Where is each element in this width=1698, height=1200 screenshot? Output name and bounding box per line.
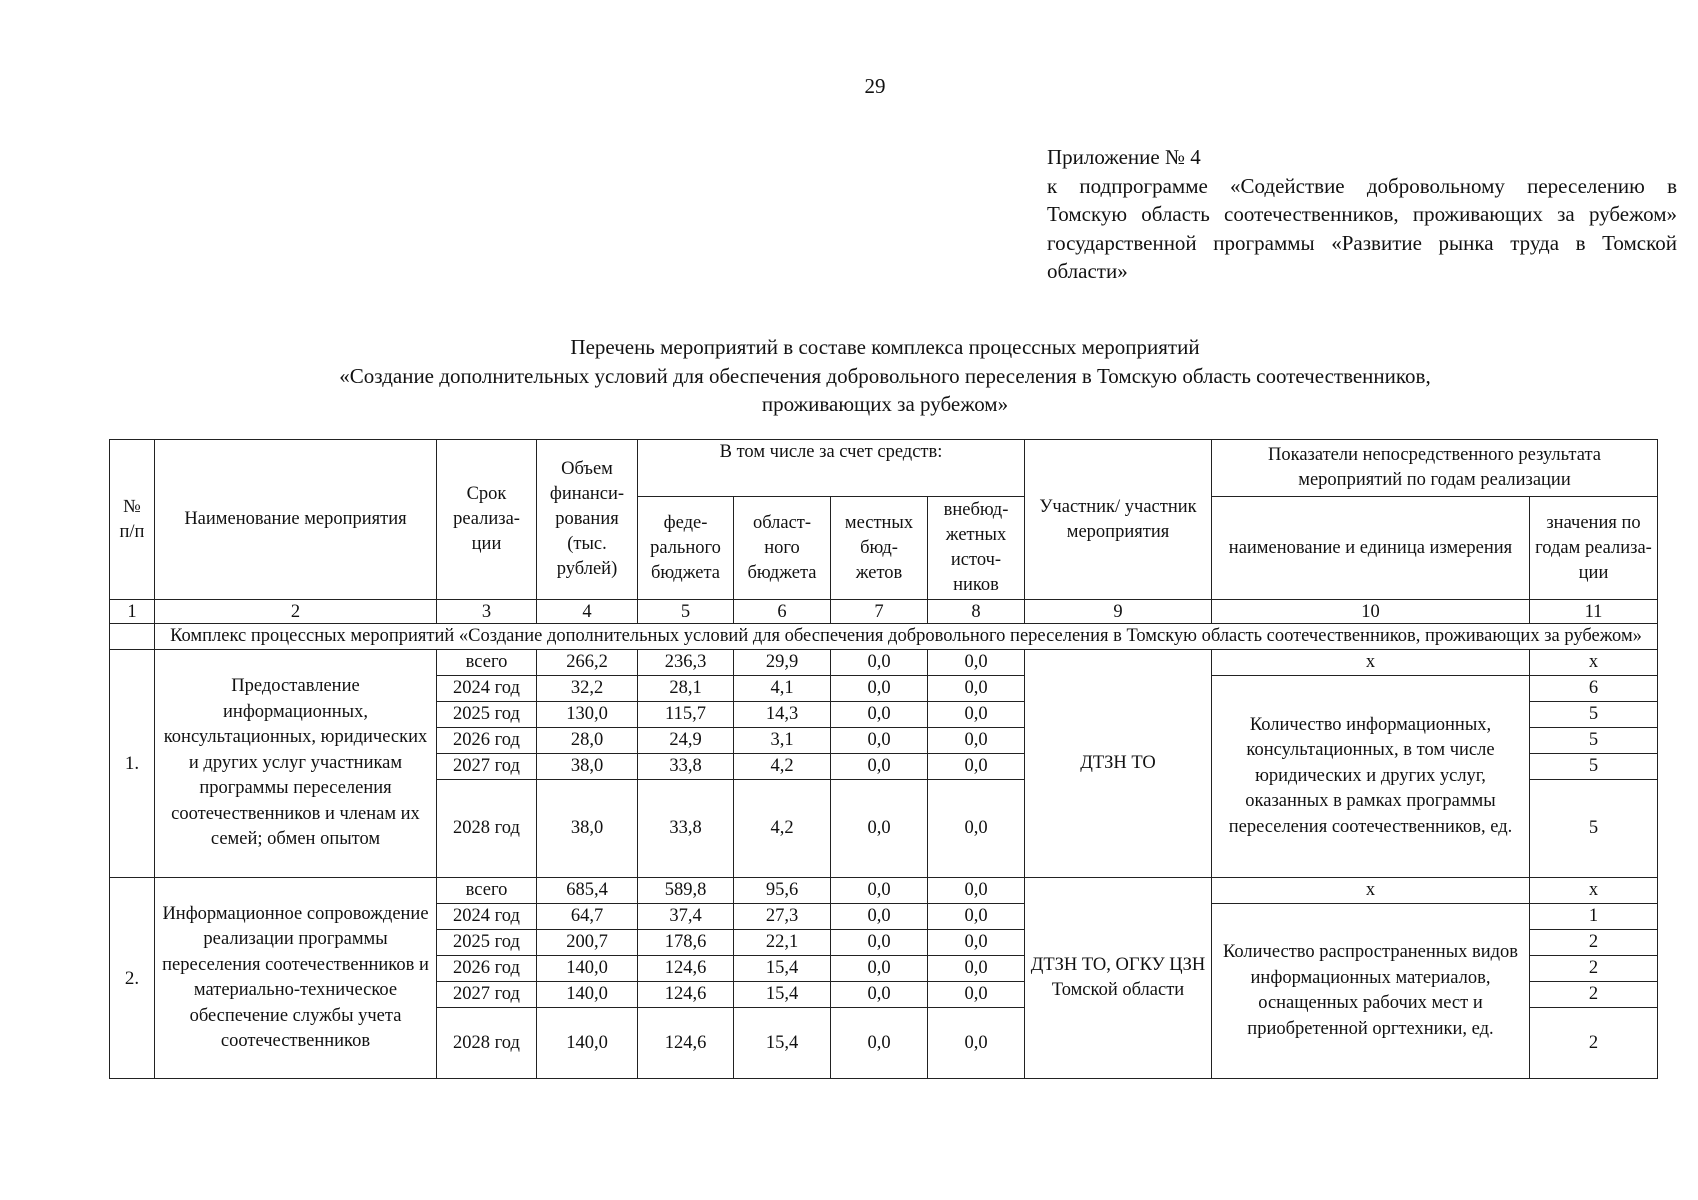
volume-cell: 64,7 bbox=[537, 904, 638, 930]
volume-cell: 32,2 bbox=[537, 676, 638, 702]
federal-cell: 236,3 bbox=[638, 650, 734, 676]
value-cell: 5 bbox=[1530, 780, 1658, 878]
column-number: 5 bbox=[638, 600, 734, 624]
indicator-total-cell: x bbox=[1212, 878, 1530, 904]
federal-cell: 33,8 bbox=[638, 754, 734, 780]
regional-cell: 15,4 bbox=[734, 982, 831, 1008]
regional-cell: 4,1 bbox=[734, 676, 831, 702]
federal-cell: 28,1 bbox=[638, 676, 734, 702]
header-indicator-values: значения по годам реализа- ции bbox=[1530, 497, 1658, 600]
extrabudget-cell: 0,0 bbox=[928, 650, 1025, 676]
term-cell: 2028 год bbox=[437, 1008, 537, 1079]
value-cell: 2 bbox=[1530, 982, 1658, 1008]
regional-cell: 3,1 bbox=[734, 728, 831, 754]
term-cell: 2028 год bbox=[437, 780, 537, 878]
value-cell: 5 bbox=[1530, 754, 1658, 780]
regional-cell: 15,4 bbox=[734, 956, 831, 982]
column-number: 9 bbox=[1025, 600, 1212, 624]
heading-line-2: «Создание дополнительных условий для обеспечения добровольного переселения в Томскую область соотечественников, bbox=[339, 363, 1431, 388]
extrabudget-cell: 0,0 bbox=[928, 904, 1025, 930]
measures-table bbox=[109, 439, 1658, 1079]
local-cell: 0,0 bbox=[831, 676, 928, 702]
volume-cell: 140,0 bbox=[537, 956, 638, 982]
extrabudget-cell: 0,0 bbox=[928, 780, 1025, 878]
regional-cell: 22,1 bbox=[734, 930, 831, 956]
complex-title: Комплекс процессных мероприятий «Создание дополнительных условий для обеспечения добровольного переселения в Томскую область соотечественников, проживающих за рубежом» bbox=[155, 624, 1658, 650]
header-no: № п/п bbox=[110, 440, 155, 600]
value-cell: x bbox=[1530, 650, 1658, 676]
term-cell: всего bbox=[437, 650, 537, 676]
extrabudget-cell: 0,0 bbox=[928, 878, 1025, 904]
regional-cell: 95,6 bbox=[734, 878, 831, 904]
document-heading bbox=[110, 333, 1660, 419]
header-sources-group: В том числе за счет средств: bbox=[638, 440, 1025, 497]
term-cell: 2026 год bbox=[437, 728, 537, 754]
value-cell: x bbox=[1530, 878, 1658, 904]
value-cell: 6 bbox=[1530, 676, 1658, 702]
appendix-text: к подпрограмме «Содействие добровольному переселению в Томскую область соотечественников, проживающих за рубежом» государственной программы «Развитие рынка труда в Томской области» bbox=[1047, 173, 1677, 283]
federal-cell: 178,6 bbox=[638, 930, 734, 956]
term-cell: 2025 год bbox=[437, 702, 537, 728]
measure-number: 1. bbox=[110, 650, 155, 878]
value-cell: 2 bbox=[1530, 956, 1658, 982]
measure-name: Предоставление информационных, консультационных, юридических и других услуг участникам программы переселения соотечественников и членам их семей; обмен опытом bbox=[155, 650, 437, 878]
measure-name: Информационное сопровождение реализации программы переселения соотечественников и материально-техническое обеспечение службы учета соотечественников bbox=[155, 878, 437, 1079]
regional-cell: 27,3 bbox=[734, 904, 831, 930]
volume-cell: 130,0 bbox=[537, 702, 638, 728]
participant-cell: ДТЗН ТО bbox=[1025, 650, 1212, 878]
header-regional: област- ного бюджета bbox=[734, 497, 831, 600]
term-cell: 2027 год bbox=[437, 982, 537, 1008]
heading-line-3: проживающих за рубежом» bbox=[761, 392, 1009, 416]
table-row bbox=[110, 878, 1658, 904]
heading-line-1: Перечень мероприятий в составе комплекса процессных мероприятий bbox=[570, 335, 1200, 359]
appendix-title: Приложение № 4 bbox=[1047, 145, 1201, 169]
federal-cell: 124,6 bbox=[638, 1008, 734, 1079]
term-cell: 2024 год bbox=[437, 904, 537, 930]
extrabudget-cell: 0,0 bbox=[928, 930, 1025, 956]
column-number: 2 bbox=[155, 600, 437, 624]
regional-cell: 4,2 bbox=[734, 754, 831, 780]
measure-number: 2. bbox=[110, 878, 155, 1079]
local-cell: 0,0 bbox=[831, 930, 928, 956]
federal-cell: 115,7 bbox=[638, 702, 734, 728]
header-federal: феде- рального бюджета bbox=[638, 497, 734, 600]
value-cell: 1 bbox=[1530, 904, 1658, 930]
term-cell: 2024 год bbox=[437, 676, 537, 702]
header-term: Срок реализа- ции bbox=[437, 440, 537, 600]
regional-cell: 4,2 bbox=[734, 780, 831, 878]
column-number: 1 bbox=[110, 600, 155, 624]
federal-cell: 589,8 bbox=[638, 878, 734, 904]
extrabudget-cell: 0,0 bbox=[928, 728, 1025, 754]
extrabudget-cell: 0,0 bbox=[928, 754, 1025, 780]
volume-cell: 685,4 bbox=[537, 878, 638, 904]
extrabudget-cell: 0,0 bbox=[928, 1008, 1025, 1079]
header-local: местных бюд- жетов bbox=[831, 497, 928, 600]
page-number: 29 bbox=[864, 74, 886, 98]
header-indicator-name: наименование и единица измерения bbox=[1212, 497, 1530, 600]
local-cell: 0,0 bbox=[831, 904, 928, 930]
column-number: 4 bbox=[537, 600, 638, 624]
extrabudget-cell: 0,0 bbox=[928, 676, 1025, 702]
volume-cell: 140,0 bbox=[537, 982, 638, 1008]
federal-cell: 124,6 bbox=[638, 982, 734, 1008]
local-cell: 0,0 bbox=[831, 728, 928, 754]
volume-cell: 28,0 bbox=[537, 728, 638, 754]
header-extrabudget: внебюд- жетных источ- ников bbox=[928, 497, 1025, 600]
column-number: 8 bbox=[928, 600, 1025, 624]
header-indicators-group: Показатели непосредственного результата мероприятий по годам реализации bbox=[1212, 440, 1658, 497]
extrabudget-cell: 0,0 bbox=[928, 956, 1025, 982]
indicator-name-cell: Количество распространенных видов информационных материалов, оснащенных рабочих мест и приобретенной оргтехники, ед. bbox=[1212, 904, 1530, 1079]
term-cell: всего bbox=[437, 878, 537, 904]
indicator-total-cell: x bbox=[1212, 650, 1530, 676]
column-number: 6 bbox=[734, 600, 831, 624]
header-participant: Участник/ участник мероприятия bbox=[1025, 440, 1212, 600]
volume-cell: 38,0 bbox=[537, 754, 638, 780]
value-cell: 2 bbox=[1530, 930, 1658, 956]
term-cell: 2025 год bbox=[437, 930, 537, 956]
local-cell: 0,0 bbox=[831, 754, 928, 780]
column-number: 7 bbox=[831, 600, 928, 624]
local-cell: 0,0 bbox=[831, 702, 928, 728]
header-name: Наименование мероприятия bbox=[155, 440, 437, 600]
volume-cell: 38,0 bbox=[537, 780, 638, 878]
local-cell: 0,0 bbox=[831, 650, 928, 676]
regional-cell: 15,4 bbox=[734, 1008, 831, 1079]
local-cell: 0,0 bbox=[831, 1008, 928, 1079]
term-cell: 2027 год bbox=[437, 754, 537, 780]
header-volume: Объем финанси- рования (тыс. рублей) bbox=[537, 440, 638, 600]
local-cell: 0,0 bbox=[831, 956, 928, 982]
term-cell: 2026 год bbox=[437, 956, 537, 982]
table-row bbox=[110, 650, 1658, 676]
regional-cell: 14,3 bbox=[734, 702, 831, 728]
local-cell: 0,0 bbox=[831, 878, 928, 904]
column-number: 3 bbox=[437, 600, 537, 624]
local-cell: 0,0 bbox=[831, 780, 928, 878]
column-number: 11 bbox=[1530, 600, 1658, 624]
extrabudget-cell: 0,0 bbox=[928, 982, 1025, 1008]
federal-cell: 124,6 bbox=[638, 956, 734, 982]
volume-cell: 140,0 bbox=[537, 1008, 638, 1079]
value-cell: 2 bbox=[1530, 1008, 1658, 1079]
federal-cell: 33,8 bbox=[638, 780, 734, 878]
local-cell: 0,0 bbox=[831, 982, 928, 1008]
regional-cell: 29,9 bbox=[734, 650, 831, 676]
complex-no-cell bbox=[110, 624, 155, 650]
value-cell: 5 bbox=[1530, 702, 1658, 728]
appendix-block bbox=[1047, 143, 1677, 286]
value-cell: 5 bbox=[1530, 728, 1658, 754]
volume-cell: 266,2 bbox=[537, 650, 638, 676]
indicator-name-cell: Количество информационных, консультационных, в том числе юридических и других услуг, оказанных в рамках программы переселения соотечественников, ед. bbox=[1212, 676, 1530, 878]
participant-cell: ДТЗН ТО, ОГКУ ЦЗН Томской области bbox=[1025, 878, 1212, 1079]
extrabudget-cell: 0,0 bbox=[928, 702, 1025, 728]
federal-cell: 37,4 bbox=[638, 904, 734, 930]
column-number: 10 bbox=[1212, 600, 1530, 624]
federal-cell: 24,9 bbox=[638, 728, 734, 754]
volume-cell: 200,7 bbox=[537, 930, 638, 956]
